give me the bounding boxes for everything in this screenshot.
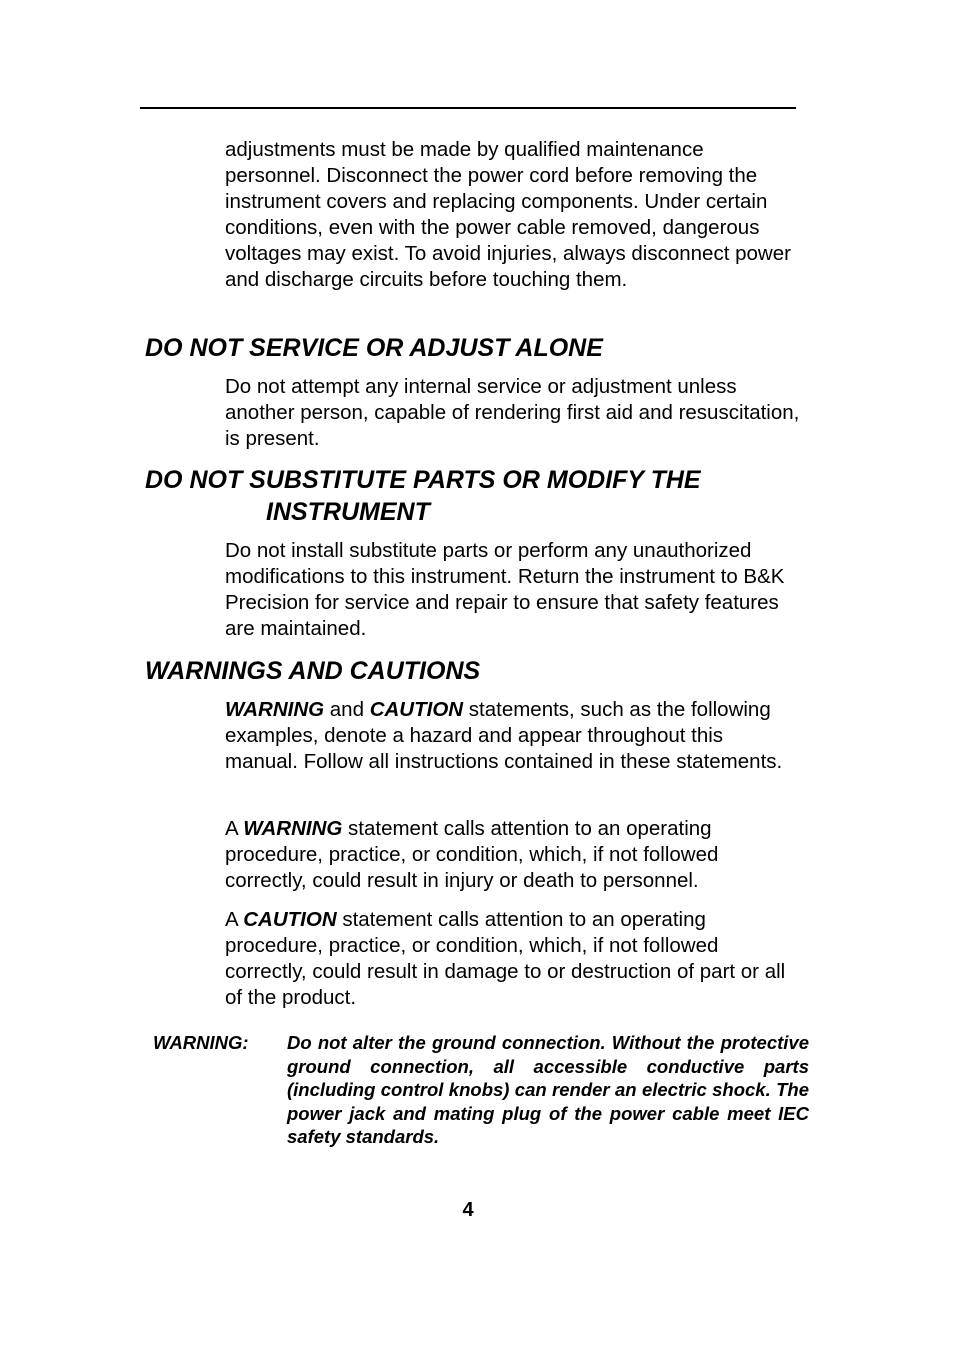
header-rule <box>140 107 796 109</box>
heading-service-alone: DO NOT SERVICE OR ADJUST ALONE <box>145 334 603 362</box>
warning-note-text: Do not alter the ground connection. Without the protective ground connection, all accessible conductive parts (including control knobs) can render an electric shock. The power jack and mating plug of the power cable meet IEC safety standards. <box>287 1032 809 1147</box>
caution-term: CAUTION <box>369 698 464 721</box>
substitute-parts-body: Do not install substitute parts or perform any unauthorized modifications to this instrument. Return the instrument to B&K Precision for service and repair to ensure that safety features are maintained. <box>225 539 785 640</box>
warnings-para-1-rest: statements, such as the following examples, denote a hazard and appear throughout this manual. Follow all instructions contained in these statements. <box>225 698 783 773</box>
heading-substitute-parts <box>145 464 701 528</box>
heading-substitute-line1: DO NOT SUBSTITUTE PARTS OR MODIFY THE <box>145 466 701 494</box>
para-3-prefix: A <box>225 908 244 931</box>
intro-paragraph: adjustments must be made by qualified maintenance personnel. Disconnect the power cord before removing the instrument covers and replacing components. Under certain conditions, even with the power cable removed, dangerous voltages may exist. To avoid injuries, always disconnect power and discharge circuits before touching them. <box>225 138 791 291</box>
warnings-para-2-rest: statement calls attention to an operating procedure, practice, or condition, which, if not followed correctly, could result in injury or death to personnel. <box>225 817 719 892</box>
heading-warnings-cautions: WARNINGS AND CAUTIONS <box>145 657 481 685</box>
warning-term: WARNING <box>225 698 325 721</box>
warnings-para-3 <box>225 907 800 1011</box>
warning-note-label: WARNING: <box>153 1032 249 1053</box>
warnings-para-3-rest: statement calls attention to an operating procedure, practice, or condition, which, if not followed correctly, could result in damage to or destruction of part or all of the product. <box>225 908 786 1009</box>
and-text: and <box>324 698 370 721</box>
caution-term: CAUTION <box>243 908 337 931</box>
service-alone-body: Do not attempt any internal service or adjustment unless another person, capable of rendering first aid and resuscitation, is present. <box>225 375 800 450</box>
warnings-para-2 <box>225 816 800 894</box>
warning-term: WARNING <box>243 817 343 840</box>
page-number: 4 <box>462 1199 474 1221</box>
warnings-para-1 <box>225 697 800 775</box>
para-2-prefix: A <box>225 817 244 840</box>
heading-substitute-line2: INSTRUMENT <box>266 498 430 526</box>
